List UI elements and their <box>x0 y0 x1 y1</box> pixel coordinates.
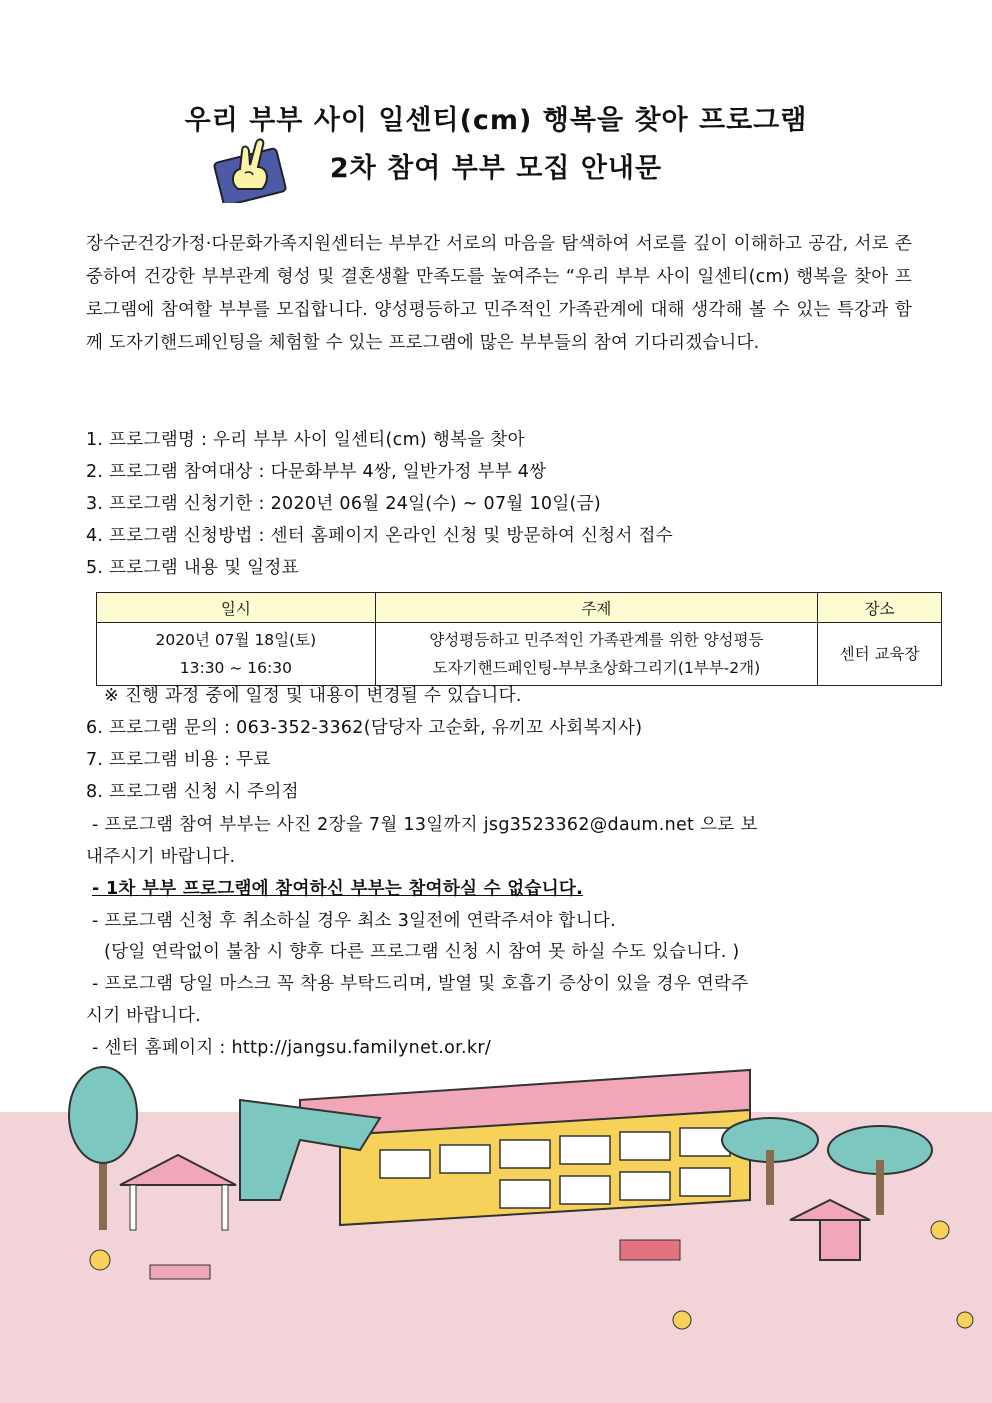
title-line-1: 우리 부부 사이 일센티(cm) 행복을 찾아 프로그램 <box>184 105 808 136</box>
header-topic: 주제 <box>375 593 817 623</box>
community-center-illustration <box>0 1040 992 1403</box>
caution-photo-cont: 내주시기 바랍니다. <box>86 847 236 867</box>
schedule-table <box>96 592 942 686</box>
item-deadline: 3. 프로그램 신청기한 : 2020년 06월 24일(수) ~ 07월 10일(금) <box>86 494 602 514</box>
cell-topic <box>375 623 817 686</box>
change-note: ※ 진행 과정 중에 일정 및 내용이 변경될 수 있습니다. <box>104 686 522 706</box>
cell-place: 센터 교육장 <box>818 623 942 686</box>
table-row <box>97 623 942 686</box>
caution-photo: - 프로그램 참여 부부는 사진 2장을 7월 13일까지 jsg3523362@daum.net 으로 보 <box>92 815 758 835</box>
header-place: 장소 <box>818 593 942 623</box>
item-inquiry: 6. 프로그램 문의 : 063-352-3362(담당자 고순화, 유끼꼬 사회복지사) <box>86 718 643 738</box>
caution-mask: - 프로그램 당일 마스크 꼭 착용 부탁드리며, 발열 및 호흡기 증상이 있을 경우 연락주 <box>92 974 749 994</box>
item-program-name: 1. 프로그램명 : 우리 부부 사이 일센티(cm) 행복을 찾아 <box>86 430 525 450</box>
caution-mask-cont: 시기 바랍니다. <box>86 1006 201 1026</box>
item-application-method: 4. 프로그램 신청방법 : 센터 홈페이지 온라인 신청 및 방문하여 신청서 접수 <box>86 526 673 546</box>
caution-homepage: - 센터 홈페이지 : http://jangsu.familynet.or.kr/ <box>92 1038 492 1058</box>
intro-paragraph: 장수군건강가정·다문화가족지원센터는 부부간 서로의 마음을 탐색하여 서로를 깊이 이해하고 공감, 서로 존중하여 건강한 부부관계 형성 및 결혼생활 만족도를 높여주는 “우리 부부 사이 일센티(cm) 행복을 찾아 프로그램에 참여할 부부를 모집합니다. 양성평등하고 민주적인 가족관계에 대해 생각해 볼 수 있는 특강과 함께 도자기핸드페인팅을 체험할 수 있는 프로그램에 많은 부부들의 참여 기다리겠습니다. <box>86 234 912 353</box>
cell-time: 13:30 ~ 16:30 <box>179 659 292 677</box>
caution-first-round: - 1차 부부 프로그램에 참여하신 부부는 참여하실 수 없습니다. <box>92 879 584 899</box>
item-cautions-heading: 8. 프로그램 신청 시 주의점 <box>86 782 299 802</box>
item-schedule-heading: 5. 프로그램 내용 및 일정표 <box>86 558 299 578</box>
caution-cancel-detail: (당일 연락없이 불참 시 향후 다른 프로그램 신청 시 참여 못 하실 수도 있습니다. ) <box>104 942 740 962</box>
item-cost: 7. 프로그램 비용 : 무료 <box>86 750 271 770</box>
cell-topic-line-2: 도자기핸드페인팅-부부초상화그리기(1부부-2개) <box>432 659 761 677</box>
header-date: 일시 <box>97 593 376 623</box>
cell-topic-line-1: 양성평등하고 민주적인 가족관계를 위한 양성평등 <box>429 631 764 649</box>
caution-cancel: - 프로그램 신청 후 취소하실 경우 최소 3일전에 연락주셔야 합니다. <box>92 911 617 931</box>
item-participants: 2. 프로그램 참여대상 : 다문화부부 4쌍, 일반가정 부부 4쌍 <box>86 462 547 482</box>
cell-date: 2020년 07월 18일(토) <box>155 631 317 649</box>
cell-datetime <box>97 623 376 686</box>
title-line-2: 2차 참여 부부 모집 안내문 <box>329 153 663 184</box>
